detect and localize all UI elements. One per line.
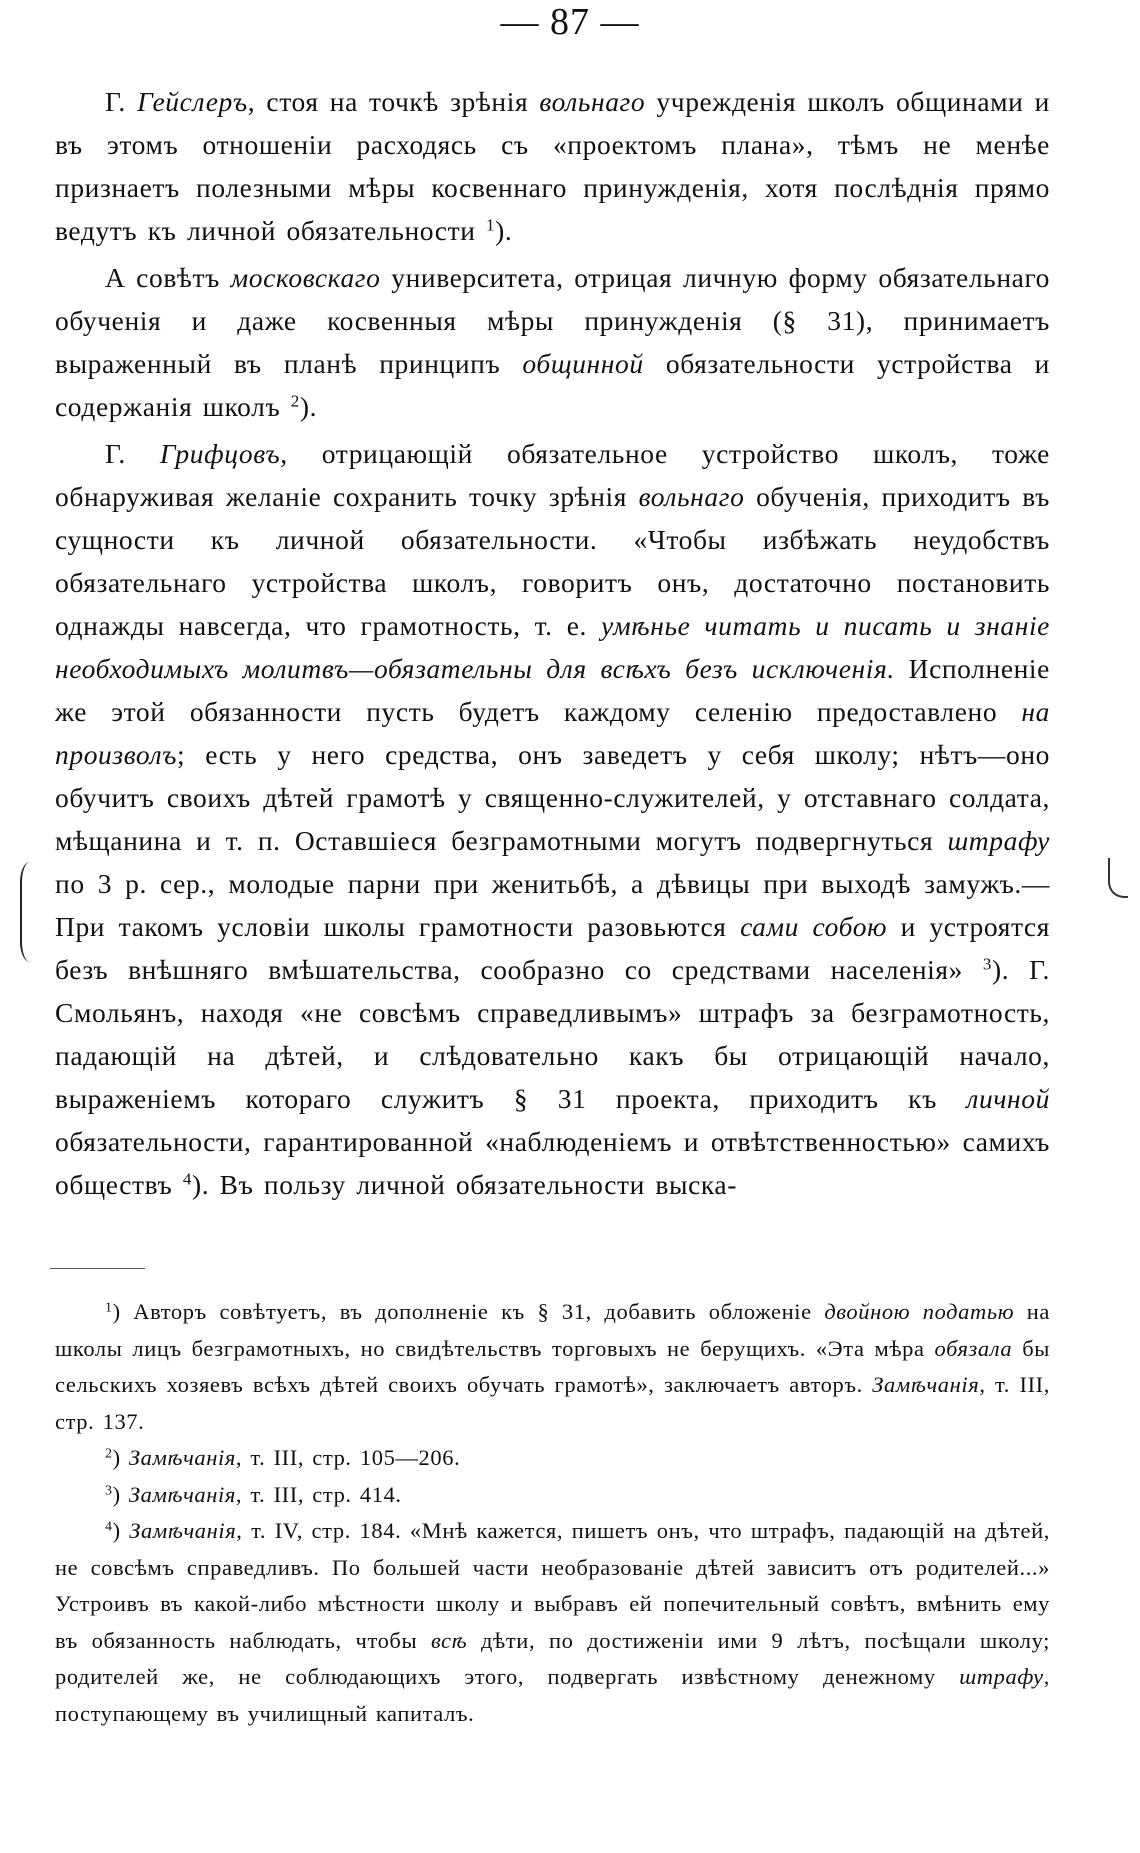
footnote-divider <box>50 1268 145 1269</box>
author-name-griftsov: Грифцовъ <box>159 438 281 469</box>
text-span: на школы лицъ безграмотныхъ, но свидѣтельствъ торговыхъ не берущихъ. «Эта мѣра <box>55 1299 1050 1361</box>
emphasis-text: общинной <box>522 348 644 379</box>
footnote-number: 4 <box>105 1519 113 1535</box>
text-span: ) <box>112 1445 129 1470</box>
text-span: ) <box>112 1518 130 1543</box>
text-span: Г. <box>105 438 160 469</box>
footnote-3 <box>55 1477 1050 1514</box>
source-title: Замѣчанія <box>872 1372 980 1397</box>
text-span: учрежденія школъ общинами и въ этомъ отношеніи расходясь съ «проектомъ плана», тѣмъ не менѣе признаетъ полезными мѣры косвеннаго принужденія, хотя послѣднія прямо ведутъ къ личной обязательности <box>55 86 1050 246</box>
text-span: университета, отрицая личную форму обязательнаго обученія и даже косвенныя мѣры принужденія (§ 31), принимаетъ выраженный въ планѣ принципъ <box>55 262 1050 379</box>
text-span: , отрицающій обязательное устройство школъ, тоже обнаруживая желаніе сохранить точку зрѣнія <box>55 438 1050 512</box>
emphasis-text: московскаго <box>230 262 381 293</box>
emphasis-text: вольнаго <box>638 481 745 512</box>
text-span: , поступающему въ училищный капиталъ. <box>55 1664 1050 1726</box>
emphasis-text: обязала <box>934 1335 1013 1361</box>
footnote-number: 2 <box>105 1446 113 1462</box>
footnote-ref-3: 3 <box>982 954 992 974</box>
emphasis-text: штрафу <box>947 825 1050 856</box>
text-span: обязательности устройства и содержанія школъ <box>55 348 1050 422</box>
emphasis-text: сами собою <box>740 911 888 942</box>
text-span: Г. <box>105 86 138 117</box>
text-span: А совѣтъ <box>105 262 231 293</box>
text-span: дѣти, по достиженіи ими 9 лѣтъ, посѣщали школу; родителей же, не соблюдающихъ этого, подвергать извѣстному денежному <box>55 1627 1050 1689</box>
emphasis-text: двойною податью <box>824 1299 1015 1324</box>
margin-pencil-mark <box>1108 858 1128 898</box>
text-span: , т. III, стр. 137. <box>55 1372 1050 1434</box>
source-title: Замѣчанія <box>128 1445 236 1470</box>
text-span: , стоя на точкѣ зрѣнія <box>247 86 540 117</box>
footnote-1 <box>55 1294 1050 1440</box>
text-span: обязательности, гарантированной «наблюденіемъ и отвѣтственностью» самихъ обществъ <box>55 1126 1050 1200</box>
footnote-ref-2: 2 <box>290 391 300 411</box>
emphasis-text: всѣ <box>430 1627 468 1653</box>
footnote-number: 3 <box>105 1482 113 1498</box>
text-span: по 3 р. сер., молодые парни при женитьбѣ, а дѣвицы при выходѣ замужъ.—При такомъ условіи школы грамотности разовьются <box>55 868 1050 942</box>
emphasis-text: личной <box>966 1083 1050 1114</box>
text-span: ) Авторъ совѣтуетъ, въ дополненіе къ § 31, добавить обложеніе <box>112 1299 825 1324</box>
paragraph-griftsov <box>55 432 1050 1206</box>
text-span: ) <box>112 1481 129 1507</box>
emphasis-text: на произволъ <box>55 696 1050 770</box>
source-title: Замѣчанія <box>128 1481 236 1507</box>
emphasis-text: вольнаго <box>539 86 646 117</box>
page-number: — 87 — <box>500 1 640 43</box>
text-span: ). Г. Смольянъ, находя «не совсѣмъ справедливымъ» штрафъ за безграмотность, падающій на дѣтей, и слѣдовательно какъ бы отрицающій начало, выраженіемъ котораго служитъ § 31 проекта, приходитъ къ <box>55 954 1050 1114</box>
text-span: , т. III, стр. 105—206. <box>235 1445 461 1470</box>
footnote-ref-1: 1 <box>486 215 496 235</box>
source-title: Замѣчанія <box>129 1518 237 1543</box>
footnote-4 <box>55 1513 1050 1732</box>
text-span: ). <box>299 391 318 422</box>
emphasis-text: штрафу <box>959 1664 1044 1689</box>
margin-brace-mark <box>20 862 34 962</box>
emphasis-text: умѣнье читать и писать и знаніе необходимыхъ молитвъ—обязательны для всѣхъ безъ исключенія. <box>55 610 1050 684</box>
footnote-ref-4: 4 <box>182 1169 192 1189</box>
paragraph-moscow-council <box>55 256 1050 428</box>
text-span: ). <box>495 215 513 246</box>
footnotes <box>55 1294 1050 1732</box>
text-span: обученія, приходитъ въ сущности къ личной обязательности. «Чтобы избѣжать неудобствъ обязательнаго устройства школъ, говоритъ онъ, достаточно постановить однажды навсегда, что грамотность, т. е. <box>55 481 1050 641</box>
text-span: ). Въ пользу личной обязательности выска- <box>191 1169 737 1200</box>
text-span: Исполненіе же этой обязанности пусть будетъ каждому селенію предоставлено <box>55 653 1050 727</box>
footnote-number: 1 <box>105 1300 113 1316</box>
main-text <box>55 80 1050 1206</box>
text-span: , т. III, стр. 414. <box>235 1481 402 1507</box>
text-span: и устроятся безъ внѣшняго вмѣшательства, сообразно со средствами населенія» <box>55 911 1050 985</box>
text-span: ; есть у него средства, онъ заведетъ у себя школу; нѣтъ—оно обучитъ своихъ дѣтей грамотѣ у священно-служителей, у отставнаго солдата, мѣщанина и т. п. Оставшіеся безграмотными могутъ подвергнуться <box>55 739 1050 856</box>
author-name-geisler: Гейслеръ <box>137 86 248 117</box>
footnote-2 <box>55 1440 1050 1477</box>
text-span: , т. IV, стр. 184. «Мнѣ кажется, пишетъ онъ, что штрафъ, падающій на дѣтей, не совсѣмъ справедливъ. По большей части необразованіе дѣтей зависитъ отъ родителей...» Устроивъ въ какой-либо мѣстности школу и выбравъ ей попечительный совѣтъ, вмѣнить ему въ обязанность наблюдать, чтобы <box>55 1518 1050 1653</box>
paragraph-geisler <box>55 80 1050 252</box>
text-span: бы сельскихъ хозяевъ всѣхъ дѣтей своихъ обучать грамотѣ», заключаетъ авторъ. <box>55 1335 1050 1397</box>
